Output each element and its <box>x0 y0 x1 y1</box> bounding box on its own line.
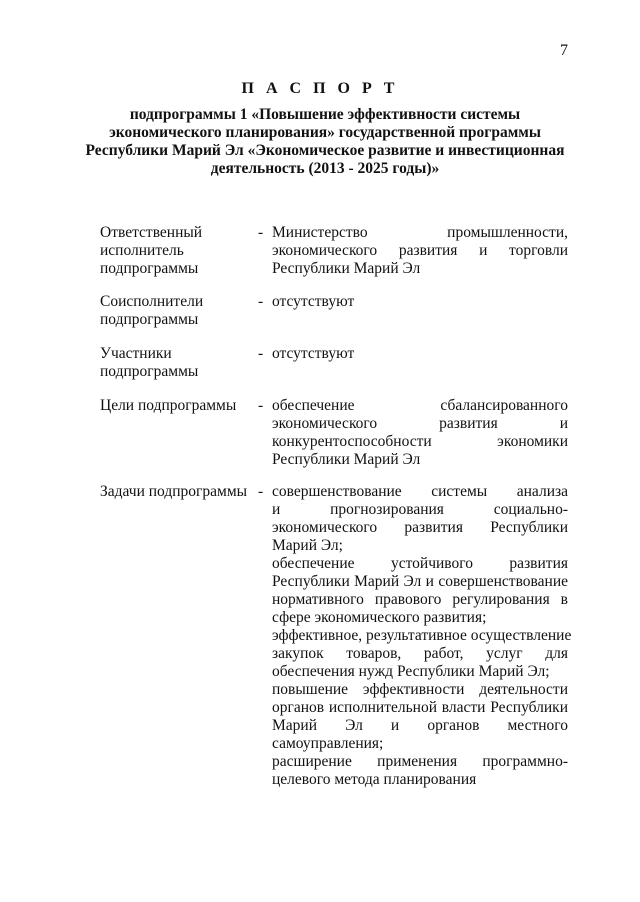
value-line: экономического развития и торговли <box>272 242 568 259</box>
value-line: экономического развития Республики <box>272 519 568 536</box>
value-line: расширение применения программно- <box>272 753 568 770</box>
row-dash: - <box>258 483 264 500</box>
value-line: Министерство промышленности, <box>272 224 568 241</box>
label-line: Соисполнители <box>100 293 204 310</box>
label-line: подпрограммы <box>100 363 199 380</box>
row-value <box>272 224 568 278</box>
value-line: повышение эффективности деятельности <box>272 681 568 698</box>
value-line: сфере экономического развития; <box>272 609 487 626</box>
label-line: Цели подпрограммы <box>100 397 237 414</box>
document-title: П А С П О Р Т <box>241 80 399 97</box>
subtitle-line: подпрограммы 1 «Повышение эффективности системы <box>129 106 521 123</box>
row-label <box>100 397 250 415</box>
label-line: подпрограммы <box>100 311 199 328</box>
value-line: обеспечение устойчивого развития <box>272 555 568 572</box>
page-number: 7 <box>560 42 568 59</box>
row-value <box>272 483 572 789</box>
value-line: целевого метода планирования <box>272 771 477 788</box>
label-line: Участники <box>100 345 172 362</box>
document-subtitle <box>80 106 570 178</box>
label-line: исполнитель <box>100 242 184 259</box>
subtitle-line: экономического планирования» государственной программы <box>109 124 541 141</box>
value-line: закупок товаров, работ, услуг для <box>272 645 568 662</box>
value-line: Марий Эл; <box>272 537 343 554</box>
subtitle-line: деятельность (2013 - 2025 годы)» <box>210 160 440 177</box>
value-line: обеспечения нужд Республики Марий Эл; <box>272 663 550 680</box>
value-line: самоуправления; <box>272 735 384 752</box>
row-label <box>100 483 250 501</box>
value-line: Марий Эл и органов местного <box>272 717 568 734</box>
label-line: Задачи подпрограммы <box>100 483 248 500</box>
value-line: обеспечение сбалансированного <box>272 397 568 414</box>
value-line: конкурентоспособности экономики <box>272 433 568 450</box>
row-dash: - <box>258 293 264 310</box>
value-line: Республики Марий Эл и совершенствование <box>272 573 568 590</box>
value-line: совершенствование системы анализа <box>272 483 568 500</box>
label-line: подпрограммы <box>100 260 199 277</box>
row-value <box>272 397 568 469</box>
value-line: экономического развития и <box>272 415 568 432</box>
value-line: отсутствуют <box>272 293 355 310</box>
row-label <box>100 293 250 329</box>
row-dash: - <box>258 224 264 241</box>
row-value <box>272 345 568 363</box>
value-line: Республики Марий Эл <box>272 451 421 468</box>
row-label <box>100 345 250 381</box>
row-dash: - <box>258 397 264 414</box>
value-line: Республики Марий Эл <box>272 260 421 277</box>
subtitle-line: Республики Марий Эл «Экономическое развитие и инвестиционная <box>85 142 565 159</box>
value-line: и прогнозирования социально- <box>272 501 568 518</box>
row-dash: - <box>258 345 264 362</box>
value-line: органов исполнительной власти Республики <box>272 699 568 716</box>
row-value <box>272 293 568 311</box>
value-line: нормативного правового регулирования в <box>272 591 568 608</box>
label-line: Ответственный <box>100 224 203 241</box>
row-label <box>100 224 250 278</box>
value-line: эффективное, результативное осуществление <box>272 627 572 644</box>
value-line: отсутствуют <box>272 345 355 362</box>
